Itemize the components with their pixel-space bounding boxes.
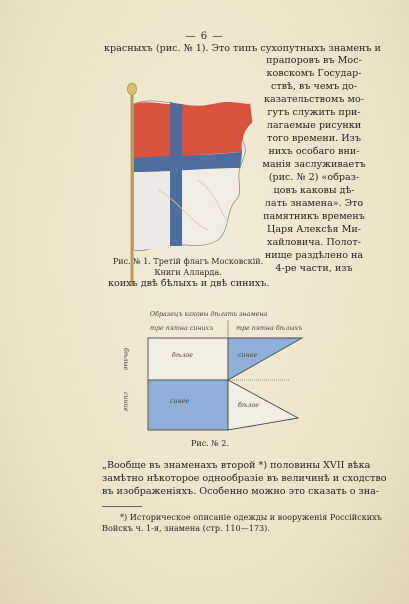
fig2-handwriting: бѣлое — [172, 352, 193, 359]
figure-1-caption-line: Книги Алларда. — [154, 268, 222, 277]
fig2-handwriting: Образецъ каковы дѣлать знамена — [150, 311, 268, 318]
fig2-handwriting: синее — [170, 398, 190, 405]
flag-red-quarter-tr — [182, 102, 252, 156]
top-text-line: красныхъ (рис. № 1). Это типъ сухопутныхъ знаменъ и — [104, 43, 381, 54]
pole-finial — [128, 83, 137, 95]
body-text-line: „Вообще въ знаменахъ второй *) половины XVII вѣка — [102, 460, 371, 471]
right-column-line: манія заслуживаетъ — [262, 159, 366, 170]
text-line-after-figure-1: коихъ двѣ бѣлыхъ и двѣ синихъ. — [108, 278, 270, 289]
pattern-quarter-blue-bl — [148, 380, 228, 430]
flag-blue-cross-vertical — [170, 102, 182, 246]
figure-1-caption — [108, 256, 268, 278]
right-column-line: лагаемые рисунки — [266, 120, 362, 131]
fig2-handwriting: синее — [238, 352, 258, 359]
right-column-line: нихъ особаго вни- — [268, 146, 360, 157]
right-column-line: Царя Алексѣя Ми- — [266, 224, 362, 235]
pattern-quarter-blue-tr — [228, 338, 302, 380]
body-text-line: въ изображеніяхъ. Особенно можно это сказать о зна- — [102, 486, 380, 497]
footnote-separator — [102, 506, 142, 507]
fig2-handwriting: тре пятна синихъ — [150, 325, 214, 332]
right-column-line: 4-ре части, изъ — [275, 263, 353, 274]
right-column-line: казательствомъ мо- — [264, 94, 364, 105]
right-column-line: (рис. № 2) «образ- — [268, 172, 360, 183]
figure-1-caption-line: Рис. № 1. Третій флагъ Московскій. — [112, 257, 264, 266]
pattern-quarter-white-tl — [148, 338, 228, 380]
flag-white-quarter-bl — [134, 170, 170, 250]
footnote-line: *) Историческое описаніе одежды и вооруженія Россійскихъ — [120, 512, 382, 522]
right-column-line: нище раздѣлено на — [264, 250, 364, 261]
right-column-line: цовъ каковы дѣ- — [273, 185, 355, 196]
fig2-handwriting: синие — [122, 392, 129, 412]
figure-2-flag-pattern — [118, 300, 318, 440]
right-column-line: ковскомъ Государ- — [266, 68, 362, 79]
footnote-line: Войскъ ч. 1-я, знамена (стр. 110—173). — [102, 523, 270, 533]
right-column-line: лать знамена». Это — [264, 198, 364, 209]
fig2-handwriting: бѣлые — [122, 348, 129, 371]
right-column-line: ствѣ, въ чемъ до- — [270, 81, 358, 92]
right-column-line: памятникъ временъ — [263, 211, 365, 222]
flag-red-quarter-tl — [134, 102, 170, 160]
body-text-line: замѣтно нѣкоторое однообразіе въ величинѣ и сходство — [102, 473, 387, 484]
figure-2-caption: Рис. № 2. — [190, 439, 230, 448]
right-column-line: прапоровъ въ Мос- — [266, 55, 362, 66]
page-number: — 6 — — [185, 31, 224, 42]
fig2-handwriting: бѣлое — [238, 402, 259, 409]
right-column-line: хайловича. Полот- — [267, 237, 361, 248]
right-column-line: гутъ служить при- — [267, 107, 361, 118]
right-column-line: того времени. Изъ — [267, 133, 361, 144]
fig2-handwriting: тре пятна бѣлыхъ — [236, 325, 303, 332]
